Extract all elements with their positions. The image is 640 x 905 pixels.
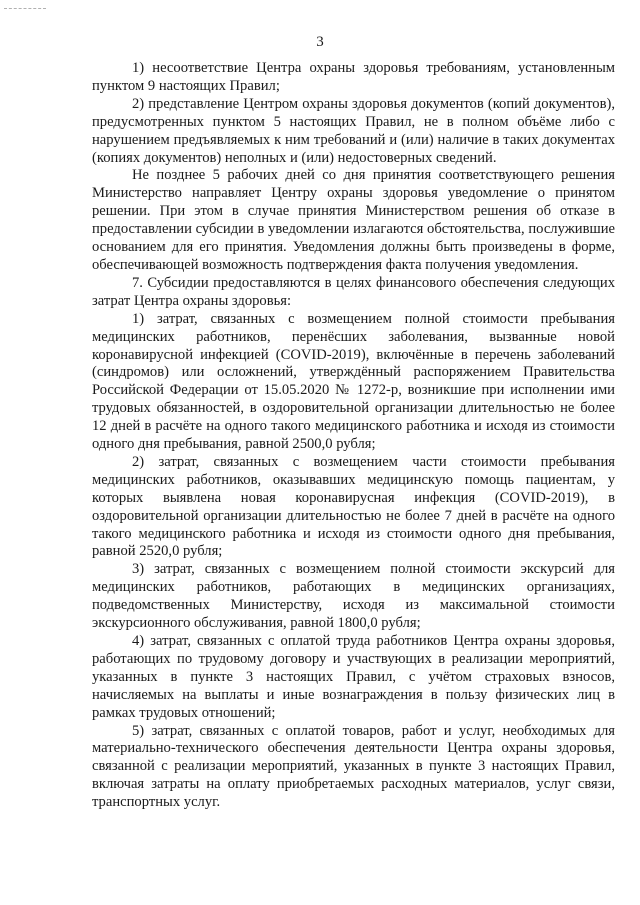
paragraph-item-2-documents: 2) представление Центром охраны здоровья документов (копий документов), предусмотренных пунктом 5 настоящих Правил, не в полном объёме либо с нарушением предъявляемых к ним требований и (или) наличие в таких документах (копиях документов) неполных и (или) недостоверных сведений. [92, 95, 615, 166]
scan-corner-mark [4, 8, 46, 10]
paragraph-cost-4: 4) затрат, связанных с оплатой труда работников Центра охраны здоровья, работающих по трудовому договору и участвующих в реализации мероприятий, указанных в пункте 3 настоящих Правил, с учётом страховых взносов, начисляемых на выплаты и иные вознаграждения в пользу физических лиц в рамках трудовых отношений; [92, 633, 615, 721]
page-number: 3 [316, 34, 324, 50]
paragraph-item-1-mismatch: 1) несоответствие Центра охраны здоровья требованиям, установленным пунктом 9 настоящих Правил; [92, 60, 615, 94]
paragraph-cost-2: 2) затрат, связанных с возмещением части стоимости пребывания медицинских работников, оказывавших медицинскую помощь пациентам, у которых выявлена новая коронавирусная инфекция (COVID-2019), в оздоровительной организации длительностью не более 7 дней в расчёте на одного такого медицинского работника и исходя из стоимости одного дня пребывания, равной 2520,0 рубля; [92, 453, 615, 560]
document-body [92, 60, 615, 812]
paragraph-cost-3: 3) затрат, связанных с возмещением полной стоимости экскурсий для медицинских работников, работающих в медицинских организациях, подведомственных Министерству, исходя из максимальной стоимости экскурсионного обслуживания, равной 1800,0 рубля; [92, 561, 615, 632]
paragraph-cost-1: 1) затрат, связанных с возмещением полной стоимости пребывания медицинских работников, перенёсших заболевания, вызванные новой коронавирусной инфекцией (COVID-2019), включённые в перечень заболеваний (синдромов) или осложнений, утверждённый распоряжением Правительства Российской Федерации от 15.05.2020 № 1272-р, возникшие при исполнении ими трудовых обязанностей, в оздоровительной организации длительностью не более 12 дней в расчёте на одного такого медицинского работника и исходя из стоимости одного дня пребывания, равной 2500,0 рубля; [92, 310, 615, 453]
paragraph-section-7: 7. Субсидии предоставляются в целях финансового обеспечения следующих затрат Центра охраны здоровья: [92, 274, 615, 309]
paragraph-cost-5: 5) затрат, связанных с оплатой товаров, работ и услуг, необходимых для материально-технического обеспечения деятельности Центра охраны здоровья, связанной с реализации мероприятий, указанных в пункте 3 настоящих Правил, включая затраты на оплату приобретаемых расходных материалов, услуг связи, транспортных услуг. [92, 722, 615, 811]
paragraph-notification: Не позднее 5 рабочих дней со дня принятия соответствующего решения Министерство направляет Центру охраны здоровья уведомление о принятом решении. При этом в случае принятия Министерством решения об отказе в предоставлении субсидии в уведомлении излагаются обстоятельства, послужившие основанием для его принятия. Уведомления должны быть произведены в форме, обеспечивающей возможность подтверждения факта получения уведомления. [92, 167, 615, 273]
